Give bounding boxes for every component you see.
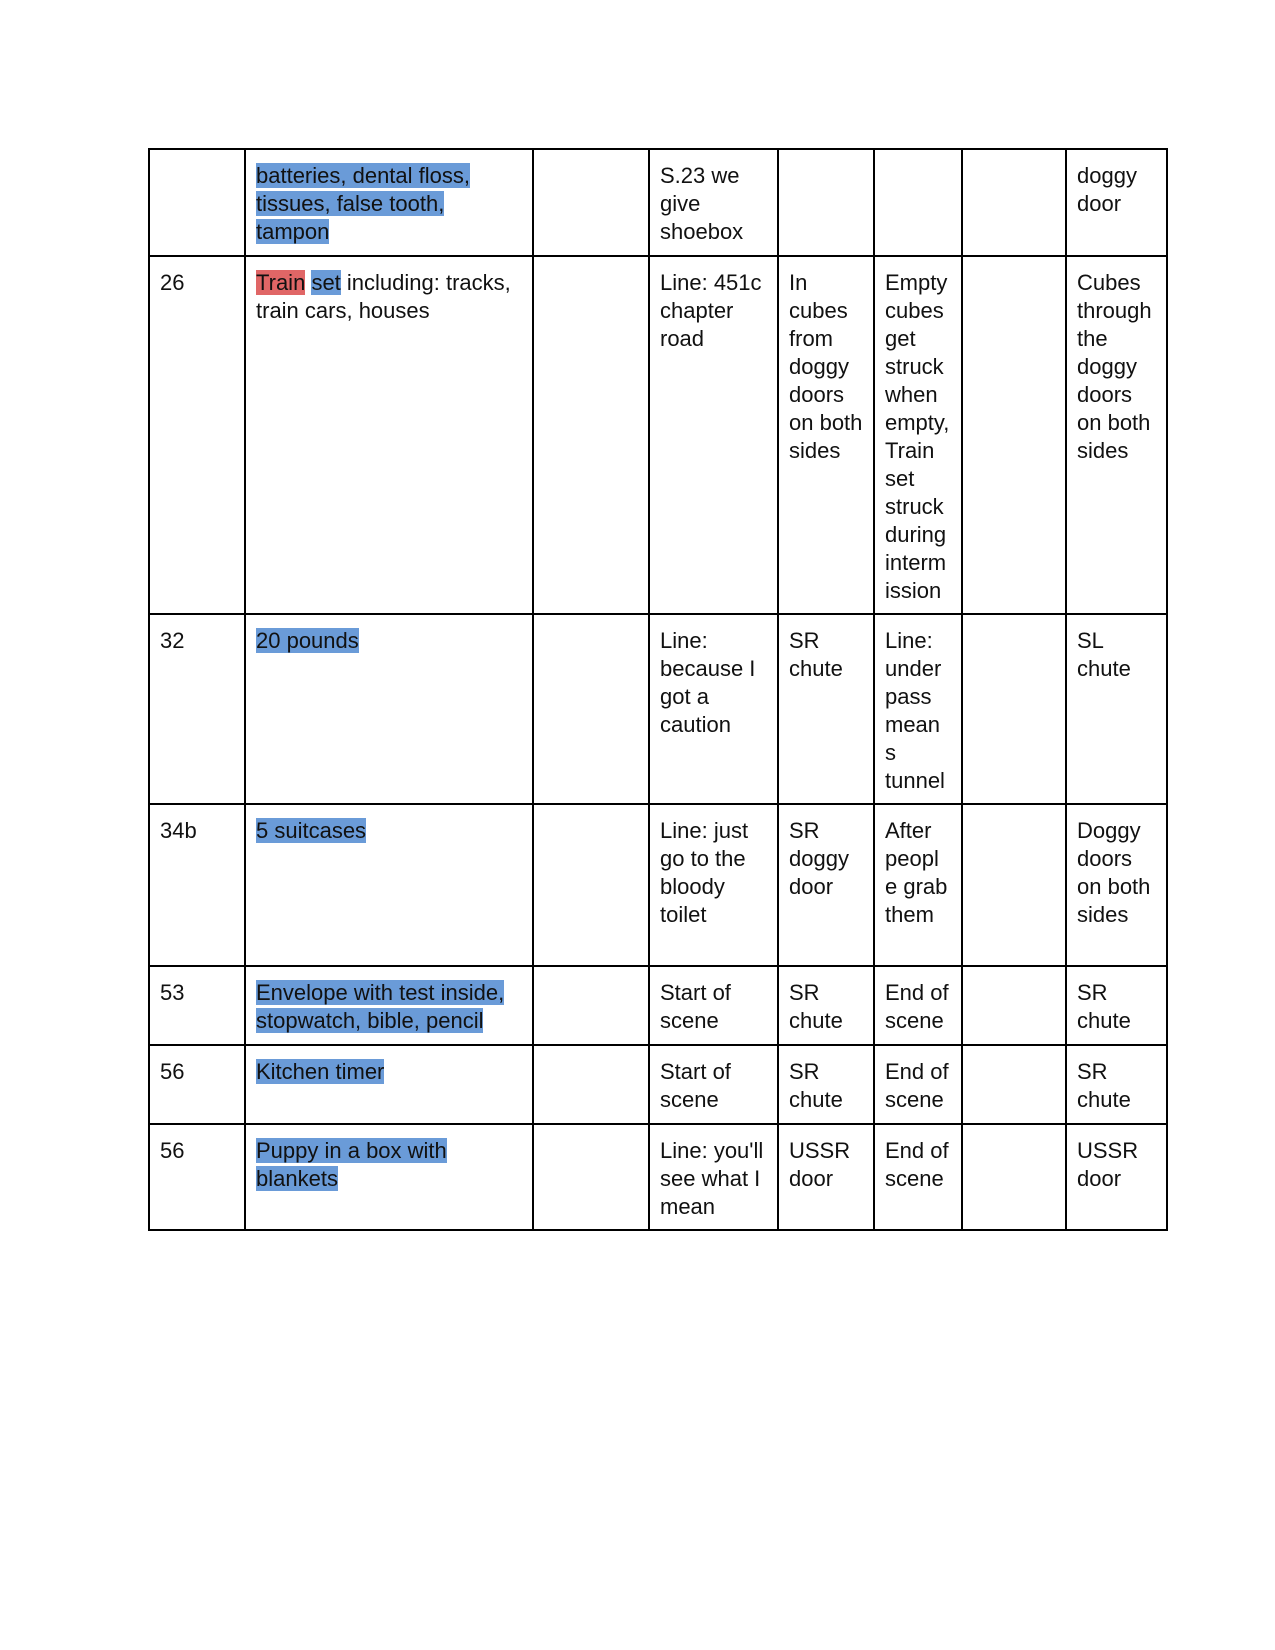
props-text: Puppy in a box with <box>256 1138 447 1163</box>
empty-cell <box>962 614 1066 804</box>
exit-cell: doggy door <box>1066 149 1167 256</box>
empty-cell <box>533 966 649 1045</box>
exit-cell: USSR door <box>1066 1124 1167 1230</box>
empty-cell <box>533 1045 649 1124</box>
props-cell <box>245 804 533 966</box>
cue-cell: Start of scene <box>649 1045 778 1124</box>
empty-cell <box>962 1045 1066 1124</box>
props-text: stopwatch, bible, pencil <box>256 1008 484 1033</box>
cue-cell: Line: just go to the bloody toilet <box>649 804 778 966</box>
empty-cell <box>962 966 1066 1045</box>
scene-cell: 56 <box>149 1045 245 1124</box>
table-row <box>149 1124 1167 1230</box>
props-text: Kitchen timer <box>256 1059 385 1084</box>
table-row <box>149 149 1167 256</box>
scene-cell: 34b <box>149 804 245 966</box>
entry-cell: USSR door <box>778 1124 874 1230</box>
cue-cell: Line: you'll see what I mean <box>649 1124 778 1230</box>
strike-cell: Line: under pass mean s tunnel <box>874 614 962 804</box>
empty-cell <box>533 614 649 804</box>
props-cell <box>245 966 533 1045</box>
empty-cell <box>962 149 1066 256</box>
empty-cell <box>533 804 649 966</box>
props-text: Envelope with test inside, <box>256 980 505 1005</box>
entry-cell: In cubes from doggy doors on both sides <box>778 256 874 614</box>
props-text: including: tracks, train cars, houses <box>256 270 511 323</box>
empty-cell <box>962 256 1066 614</box>
strike-cell: After peopl e grab them <box>874 804 962 966</box>
entry-cell: SR chute <box>778 966 874 1045</box>
scene-cell <box>149 149 245 256</box>
strike-cell <box>874 149 962 256</box>
scene-cell: 26 <box>149 256 245 614</box>
entry-cell: SR chute <box>778 1045 874 1124</box>
exit-cell: SR chute <box>1066 1045 1167 1124</box>
empty-cell <box>962 804 1066 966</box>
table-row <box>149 804 1167 966</box>
empty-cell <box>533 149 649 256</box>
cue-cell: S.23 we give shoebox <box>649 149 778 256</box>
props-text: set <box>311 270 341 295</box>
strike-cell: End of scene <box>874 1045 962 1124</box>
exit-cell: SR chute <box>1066 966 1167 1045</box>
strike-cell: End of scene <box>874 1124 962 1230</box>
table-row <box>149 614 1167 804</box>
props-cell <box>245 256 533 614</box>
cue-cell: Line: because I got a caution <box>649 614 778 804</box>
table-row <box>149 966 1167 1045</box>
props-cell <box>245 149 533 256</box>
props-cell <box>245 1124 533 1230</box>
cue-cell: Start of scene <box>649 966 778 1045</box>
props-text: Train <box>256 270 306 295</box>
props-text: blankets <box>256 1166 338 1191</box>
entry-cell: SR chute <box>778 614 874 804</box>
empty-cell <box>533 256 649 614</box>
empty-cell <box>962 1124 1066 1230</box>
props-text: tampon <box>256 219 330 244</box>
strike-cell: End of scene <box>874 966 962 1045</box>
props-text: 20 pounds <box>256 628 359 653</box>
exit-cell: Cubes through the doggy doors on both sides <box>1066 256 1167 614</box>
entry-cell <box>778 149 874 256</box>
props-cell <box>245 1045 533 1124</box>
scene-cell: 56 <box>149 1124 245 1230</box>
scene-cell: 32 <box>149 614 245 804</box>
table-row <box>149 1045 1167 1124</box>
props-text: tissues, false tooth, <box>256 191 445 216</box>
table-row <box>149 256 1167 614</box>
props-table <box>148 148 1168 1231</box>
props-text: 5 suitcases <box>256 818 367 843</box>
empty-cell <box>533 1124 649 1230</box>
scene-cell: 53 <box>149 966 245 1045</box>
strike-cell: Empty cubes get struck when empty, Train set struck during interm ission <box>874 256 962 614</box>
entry-cell: SR doggy door <box>778 804 874 966</box>
exit-cell: Doggy doors on both sides <box>1066 804 1167 966</box>
props-text: batteries, dental floss, <box>256 163 471 188</box>
props-cell <box>245 614 533 804</box>
cue-cell: Line: 451c chapter road <box>649 256 778 614</box>
exit-cell: SL chute <box>1066 614 1167 804</box>
